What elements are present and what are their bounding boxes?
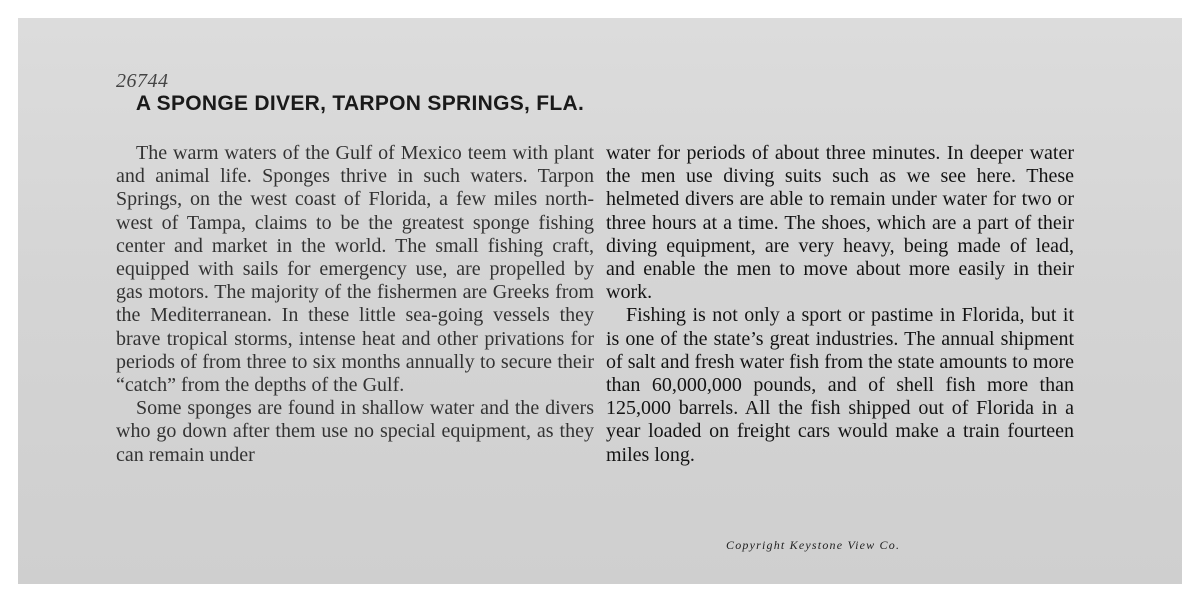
left-column (116, 142, 594, 467)
right-paragraph-2: Fishing is not only a sport or pastime in Florida, but it is one of the state’s great industries. The annual shipment of salt and fresh water fish from the state amounts to more than 60,000,000 pounds, and of shell fish more than 125,000 barrels. All the fish shipped out of Florida in a year loaded on freight cars would make a train fourteen miles long. (606, 304, 1074, 466)
catalog-number: 26744 (116, 70, 169, 92)
stereoview-text-card (18, 18, 1182, 584)
right-paragraph-1: water for periods of about three minutes. In deeper water the men use diving suits such as we see here. These helmeted divers are able to remain under water for two or three hours at a time. The shoes, which are a part of their diving equipment, are very heavy, being made of lead, and enable the men to move about more easily in their work. (606, 142, 1074, 304)
document-title: A SPONGE DIVER, TARPON SPRINGS, FLA. (135, 92, 585, 115)
left-paragraph-1: The warm waters of the Gulf of Mexico teem with plant and animal life. Sponges thrive in such waters. Tarpon Springs, on the west coast of Florida, a few miles north-west of Tampa, claims to be the greatest sponge fishing center and market in the world. The small fishing craft, equipped with sails for emergency use, are propelled by gas motors. The majority of the fishermen are Greeks from the Mediterranean. In these little sea-going vessels they brave tropical storms, intense heat and other privations for periods of from three to six months annually to secure their “catch” from the depths of the Gulf. (116, 142, 594, 397)
left-paragraph-2: Some sponges are found in shallow water and the divers who go down after them use no special equipment, as they can remain under (116, 397, 594, 466)
copyright-notice: Copyright Keystone View Co. (726, 538, 901, 552)
right-column (606, 142, 1074, 467)
